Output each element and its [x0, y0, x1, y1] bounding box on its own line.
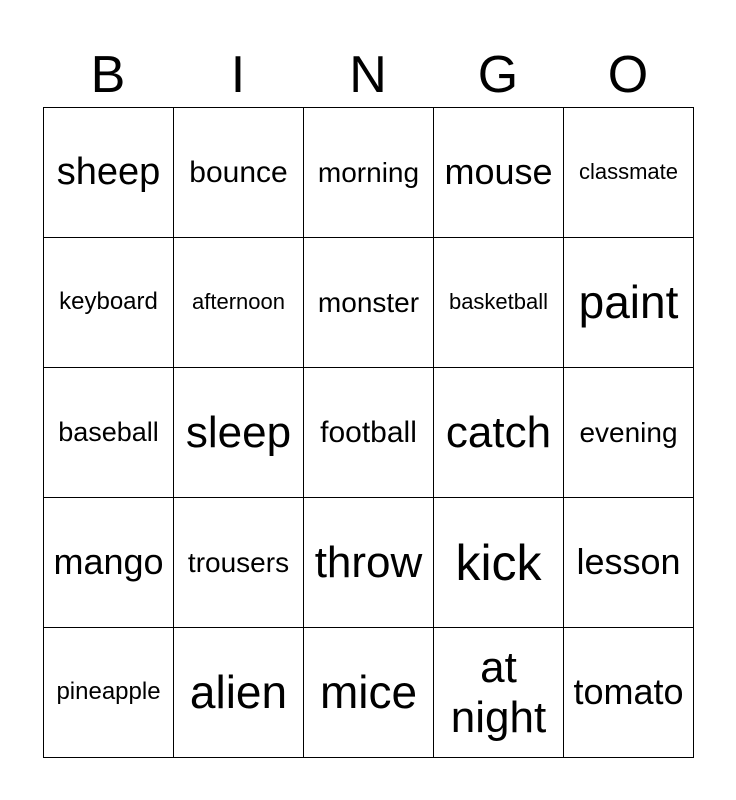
cell-word: basketball [448, 289, 549, 315]
cell-word: tomato [573, 671, 684, 713]
cell-word: throw [314, 537, 423, 587]
bingo-cell[interactable] [174, 108, 304, 238]
cell-word: kick [455, 534, 542, 591]
bingo-cell[interactable] [44, 498, 174, 628]
cell-word: trousers [187, 546, 290, 578]
bingo-cell[interactable] [564, 238, 694, 368]
cell-word: alien [189, 665, 288, 718]
bingo-cell[interactable] [434, 628, 564, 758]
cell-word: catch [445, 407, 552, 457]
bingo-cell[interactable] [44, 108, 174, 238]
bingo-cell[interactable] [304, 498, 434, 628]
header-letter-i: I [230, 46, 246, 104]
bingo-cell[interactable] [564, 368, 694, 498]
cell-word: at night [450, 643, 547, 742]
bingo-cell[interactable] [44, 628, 174, 758]
header-letter-b: B [90, 46, 126, 104]
cell-word: bounce [189, 155, 288, 189]
cell-word: baseball [58, 417, 159, 448]
cell-word: evening [579, 416, 678, 448]
bingo-cell[interactable] [304, 368, 434, 498]
bingo-header [43, 44, 693, 106]
bingo-cell[interactable] [434, 108, 564, 238]
header-letter-g: G [477, 46, 519, 104]
header-letter-n: N [349, 46, 387, 104]
cell-word: sleep [185, 407, 292, 457]
bingo-cell[interactable] [434, 498, 564, 628]
cell-word: paint [578, 275, 679, 328]
bingo-cell[interactable] [564, 108, 694, 238]
header-letter-o: O [607, 46, 649, 104]
cell-word: lesson [576, 541, 681, 583]
cell-word: afternoon [192, 289, 285, 315]
cell-word: morning [317, 156, 420, 188]
bingo-cell[interactable] [44, 238, 174, 368]
bingo-cell[interactable] [304, 108, 434, 238]
cell-word: mouse [444, 151, 553, 193]
cell-word: pineapple [56, 678, 161, 706]
bingo-cell[interactable] [304, 628, 434, 758]
cell-word: mango [53, 541, 164, 583]
bingo-cell[interactable] [564, 498, 694, 628]
bingo-cell[interactable] [44, 368, 174, 498]
bingo-cell[interactable] [434, 368, 564, 498]
bingo-cell[interactable] [174, 238, 304, 368]
bingo-cell[interactable] [174, 368, 304, 498]
cell-word: sheep [56, 151, 161, 194]
cell-word: classmate [578, 159, 679, 185]
bingo-board [43, 107, 694, 758]
cell-word: mice [319, 665, 418, 718]
bingo-cell[interactable] [304, 238, 434, 368]
bingo-cell[interactable] [434, 238, 564, 368]
cell-word: monster [317, 286, 420, 318]
bingo-cell[interactable] [564, 628, 694, 758]
bingo-cell[interactable] [174, 628, 304, 758]
bingo-cell[interactable] [174, 498, 304, 628]
cell-word: keyboard [59, 288, 158, 316]
cell-word: football [320, 415, 417, 449]
